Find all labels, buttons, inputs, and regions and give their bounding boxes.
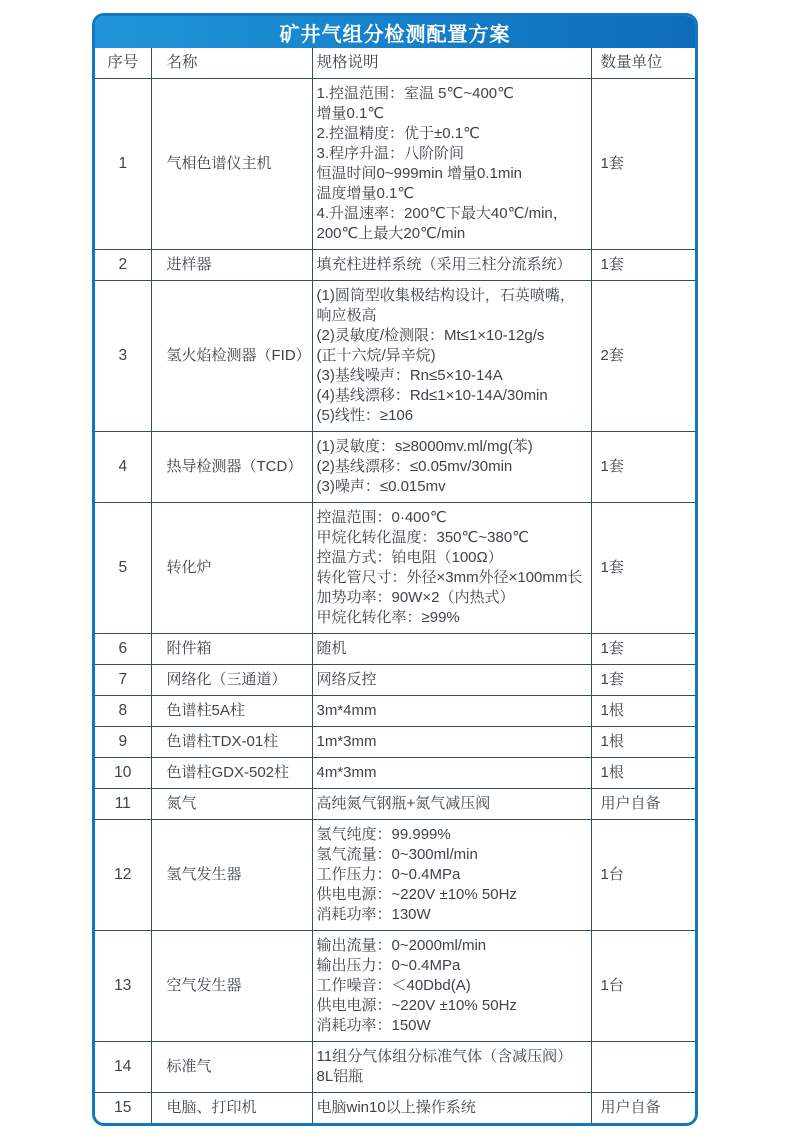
spec-line: 转化管尺寸：外径×3mm外径×100mm长 (316, 569, 583, 586)
name-cell: 氢气发生器 (151, 820, 312, 931)
spec-line: 11组分气体组分标准气体（含减压阀） (316, 1048, 573, 1065)
serial-cell: 1 (95, 79, 151, 250)
spec-line: 消耗功率：130W (316, 906, 431, 923)
quantity-cell: 1套 (591, 634, 698, 665)
table-row (95, 503, 698, 634)
col-header-spec: 规格说明 (312, 48, 591, 79)
table-row (95, 789, 698, 820)
quantity-cell: 1套 (591, 432, 698, 503)
serial-cell: 8 (95, 696, 151, 727)
name-cell: 标准气 (151, 1042, 312, 1093)
quantity-cell: 1台 (591, 820, 698, 931)
spec-cell (312, 250, 591, 281)
col-header-name: 名称 (151, 48, 312, 79)
table-row (95, 432, 698, 503)
name-cell: 气相色谱仪主机 (151, 79, 312, 250)
col-header-quantity: 数量单位 (591, 48, 698, 79)
serial-cell: 13 (95, 931, 151, 1042)
serial-cell: 4 (95, 432, 151, 503)
spec-cell (312, 634, 591, 665)
spec-line: 氢气流量：0~300ml/min (316, 846, 478, 863)
spec-cell (312, 1042, 591, 1093)
spec-cell (312, 432, 591, 503)
spec-line: 输出流量：0~2000ml/min (316, 937, 487, 954)
spec-line: (3)噪声：≤0.015mv (316, 478, 446, 495)
spec-line: (正十六烷/异辛烷) (316, 347, 436, 364)
serial-cell: 15 (95, 1093, 151, 1124)
spec-cell (312, 727, 591, 758)
name-cell: 色谱柱GDX-502柱 (151, 758, 312, 789)
spec-line: (2)基线漂移：≤0.05mv/30min (316, 458, 513, 475)
spec-line: (1)灵敏度：s≥8000mv.ml/mg(苯) (316, 438, 533, 455)
name-cell: 空气发生器 (151, 931, 312, 1042)
spec-line: 3.程序升温：八阶阶间 (316, 145, 465, 162)
table-row (95, 281, 698, 432)
quantity-cell: 1套 (591, 503, 698, 634)
spec-line: 加势功率：90W×2（内热式） (316, 589, 515, 606)
spec-line: (2)灵敏度/检测限：Mt≤1×10-12g/s (316, 327, 545, 344)
table-row (95, 1093, 698, 1124)
spec-cell (312, 281, 591, 432)
spec-table (92, 13, 698, 1126)
table-row (95, 820, 698, 931)
spec-line: (1)圆筒型收集极结构设计，石英喷嘴， (316, 287, 575, 304)
spec-line: 高纯氮气钢瓶+氮气减压阀 (316, 795, 491, 812)
serial-cell: 2 (95, 250, 151, 281)
spec-cell (312, 820, 591, 931)
name-cell: 色谱柱5A柱 (151, 696, 312, 727)
name-cell: 转化炉 (151, 503, 312, 634)
spec-line: 供电电源：~220V ±10% 50Hz (316, 886, 517, 903)
spec-line: 1.控温范围：室温 5℃~400℃ (316, 85, 514, 102)
spec-cell (312, 931, 591, 1042)
table-title-bar (95, 16, 695, 48)
quantity-cell: 1套 (591, 665, 698, 696)
table-row (95, 634, 698, 665)
spec-cell (312, 79, 591, 250)
quantity-cell: 1根 (591, 696, 698, 727)
table-row (95, 79, 698, 250)
spec-line: 2.控温精度：优于±0.1℃ (316, 125, 480, 142)
serial-cell: 11 (95, 789, 151, 820)
name-cell: 网络化（三通道） (151, 665, 312, 696)
quantity-cell: 1台 (591, 931, 698, 1042)
serial-cell: 10 (95, 758, 151, 789)
table-body (95, 79, 698, 1124)
spec-grid (95, 48, 698, 1123)
quantity-cell: 用户自备 (591, 789, 698, 820)
spec-line: 填充柱进样系统（采用三柱分流系统） (316, 256, 572, 273)
quantity-cell: 1根 (591, 758, 698, 789)
quantity-cell: 1根 (591, 727, 698, 758)
serial-cell: 5 (95, 503, 151, 634)
spec-line: 增量0.1℃ (316, 105, 385, 122)
spec-line: 输出压力：0~0.4MPa (316, 957, 461, 974)
serial-cell: 7 (95, 665, 151, 696)
spec-cell (312, 1093, 591, 1124)
name-cell: 电脑、打印机 (151, 1093, 312, 1124)
spec-line: 4m*3mm (316, 764, 377, 781)
table-row (95, 931, 698, 1042)
spec-line: 控温方式：铂电阻（100Ω） (316, 549, 503, 566)
spec-line: 网络反控 (316, 671, 377, 688)
name-cell: 氢火焰检测器（FID） (151, 281, 312, 432)
name-cell: 氮气 (151, 789, 312, 820)
table-row (95, 665, 698, 696)
spec-line: 电脑win10以上操作系统 (316, 1099, 476, 1116)
table-row (95, 1042, 698, 1093)
serial-cell: 14 (95, 1042, 151, 1093)
name-cell: 热导检测器（TCD） (151, 432, 312, 503)
serial-cell: 6 (95, 634, 151, 665)
table-row (95, 727, 698, 758)
table-row (95, 250, 698, 281)
spec-line: (5)线性：≥106 (316, 407, 414, 424)
spec-line: 氢气纯度：99.999% (316, 826, 451, 843)
spec-line: 响应极高 (316, 307, 377, 324)
spec-line: 甲烷化转化率：≥99% (316, 609, 460, 626)
spec-cell (312, 758, 591, 789)
name-cell: 色谱柱TDX-01柱 (151, 727, 312, 758)
spec-line: 4.升温速率：200℃下最大40℃/min， (316, 205, 568, 222)
quantity-cell (591, 1042, 698, 1093)
quantity-cell: 1套 (591, 250, 698, 281)
table-row (95, 758, 698, 789)
spec-cell (312, 503, 591, 634)
quantity-cell: 2套 (591, 281, 698, 432)
spec-cell (312, 696, 591, 727)
spec-line: 温度增量0.1℃ (316, 185, 415, 202)
spec-cell (312, 789, 591, 820)
spec-line: 供电电源：~220V ±10% 50Hz (316, 997, 517, 1014)
col-header-serial: 序号 (95, 48, 151, 79)
quantity-cell: 1套 (591, 79, 698, 250)
spec-line: 恒温时间0~999min 增量0.1min (316, 165, 522, 182)
name-cell: 进样器 (151, 250, 312, 281)
serial-cell: 3 (95, 281, 151, 432)
spec-line: 工作噪音：＜40Dbd(A) (316, 977, 471, 994)
serial-cell: 12 (95, 820, 151, 931)
spec-line: 控温范围：0·400℃ (316, 509, 447, 526)
spec-line: (3)基线噪声：Rn≤5×10-14A (316, 367, 503, 384)
spec-line: (4)基线漂移：Rd≤1×10-14A/30min (316, 387, 548, 404)
table-row (95, 696, 698, 727)
spec-line: 3m*4mm (316, 702, 377, 719)
header-row (95, 48, 698, 79)
spec-line: 工作压力：0~0.4MPa (316, 866, 461, 883)
table-title: 矿井气组分检测配置方案 (279, 23, 511, 46)
spec-line: 消耗功率：150W (316, 1017, 431, 1034)
spec-line: 200℃上最大20℃/min (316, 225, 466, 242)
spec-cell (312, 665, 591, 696)
spec-line: 甲烷化转化温度：350℃~380℃ (316, 529, 530, 546)
spec-line: 8L铝瓶 (316, 1068, 364, 1085)
serial-cell: 9 (95, 727, 151, 758)
name-cell: 附件箱 (151, 634, 312, 665)
spec-line: 1m*3mm (316, 733, 377, 750)
quantity-cell: 用户自备 (591, 1093, 698, 1124)
spec-line: 随机 (316, 640, 347, 657)
